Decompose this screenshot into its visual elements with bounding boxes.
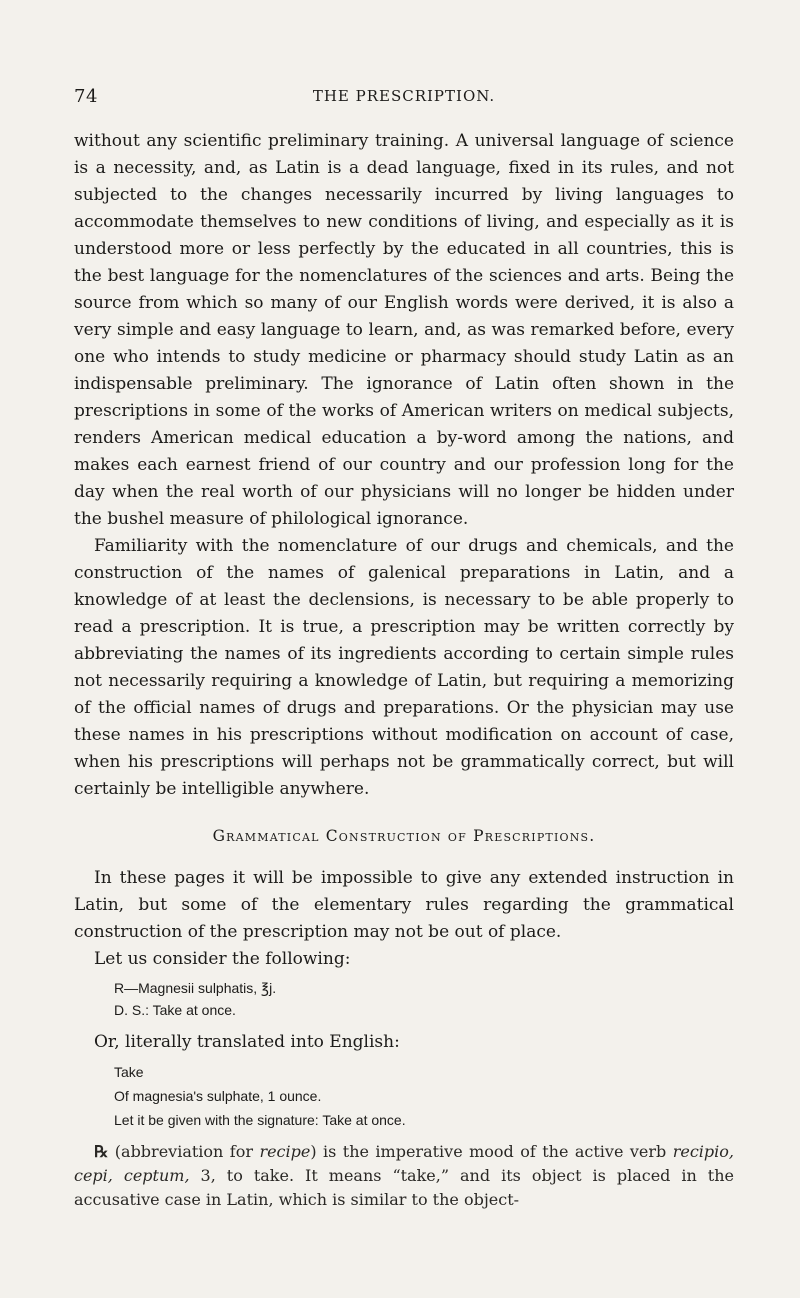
translation-line-2: Of magnesia's sulphate, 1 ounce. [114, 1088, 322, 1104]
paragraph-1: without any scientific preliminary training. A universal language of science is a necessity, and, as Latin is a dead language, fixed in its rules, and not subjected to the changes necessarily incurred by living languages to accommodate themselves to new conditions of living, and especially as it is understood more or less perfectly by the educated in all countries, this is the best language for the nomenclatures of the sciences and arts. Being the source from which so many of our English words were derived, it is also a very simple and easy language to learn, and, as was remarked before, every one who intends to study medicine or pharmacy should study Latin as an indispensable preliminary. The ignorance of Latin often shown in the prescriptions in some of the works of American writers on medical subjects, renders American medical education a by-word among the nations, and makes each earnest friend of our country and our profession long for the day when the real worth of our physicians will no longer be hidden under the bushel measure of philological ignorance. [74, 131, 734, 529]
translation-line-3: Let it be given with the signature: Take at once. [114, 1112, 406, 1128]
prescription-line-1: R—Magnesii sulphatis, ℥j. [114, 980, 277, 996]
translation-intro: Or, literally translated into English: [94, 1032, 400, 1052]
prescription-example [114, 977, 734, 1021]
rx-symbol: ℞ [94, 1142, 109, 1161]
translation-example [114, 1060, 734, 1132]
paragraph-2: Familiarity with the nomenclature of our drugs and chemicals, and the construction of the names of galenical preparations in Latin, and a knowledge of at least the declensions, is necessary to be able properly to read a prescription. It is true, a prescription may be written correctly by abbreviating the names of its ingredients according to certain simple rules not necessarily requiring a knowledge of Latin, but requiring a memorizing of the official names of drugs and preparations. Or the physician may use these names in his prescriptions without modification on account of case, when his prescriptions will perhaps not be grammatically correct, but will certainly be intelligible anywhere. [74, 536, 734, 799]
recipe-word: recipe [259, 1142, 311, 1161]
page-number: 74 [74, 86, 98, 107]
running-title: THE PRESCRIPTION. [312, 87, 496, 105]
recipe-text-2: ) is the imperative mood of the active verb [310, 1142, 673, 1161]
recipe-text-3: 3, to take. It means “take,” and its object is placed in the accusative case in Latin, which is similar to the object- [74, 1166, 735, 1209]
verb-forms: recipio, cepi, ceptum, [74, 1142, 734, 1185]
recipe-explanation [74, 1140, 734, 1212]
prescription-line-2: D. S.: Take at once. [114, 1002, 236, 1018]
translation-line-1: Take [114, 1064, 144, 1080]
page-header [74, 86, 734, 110]
page-body [74, 128, 734, 1212]
section-intro: In these pages it will be impossible to give any extended instruction in Latin, but some of the elementary rules regarding the grammatical construction of the prescription may not be out of place. [74, 868, 734, 942]
recipe-text-1: (abbreviation for [108, 1142, 260, 1161]
section-heading: Grammatical Construction of Prescriptions. [212, 827, 596, 845]
consider-line: Let us consider the following: [94, 949, 351, 969]
